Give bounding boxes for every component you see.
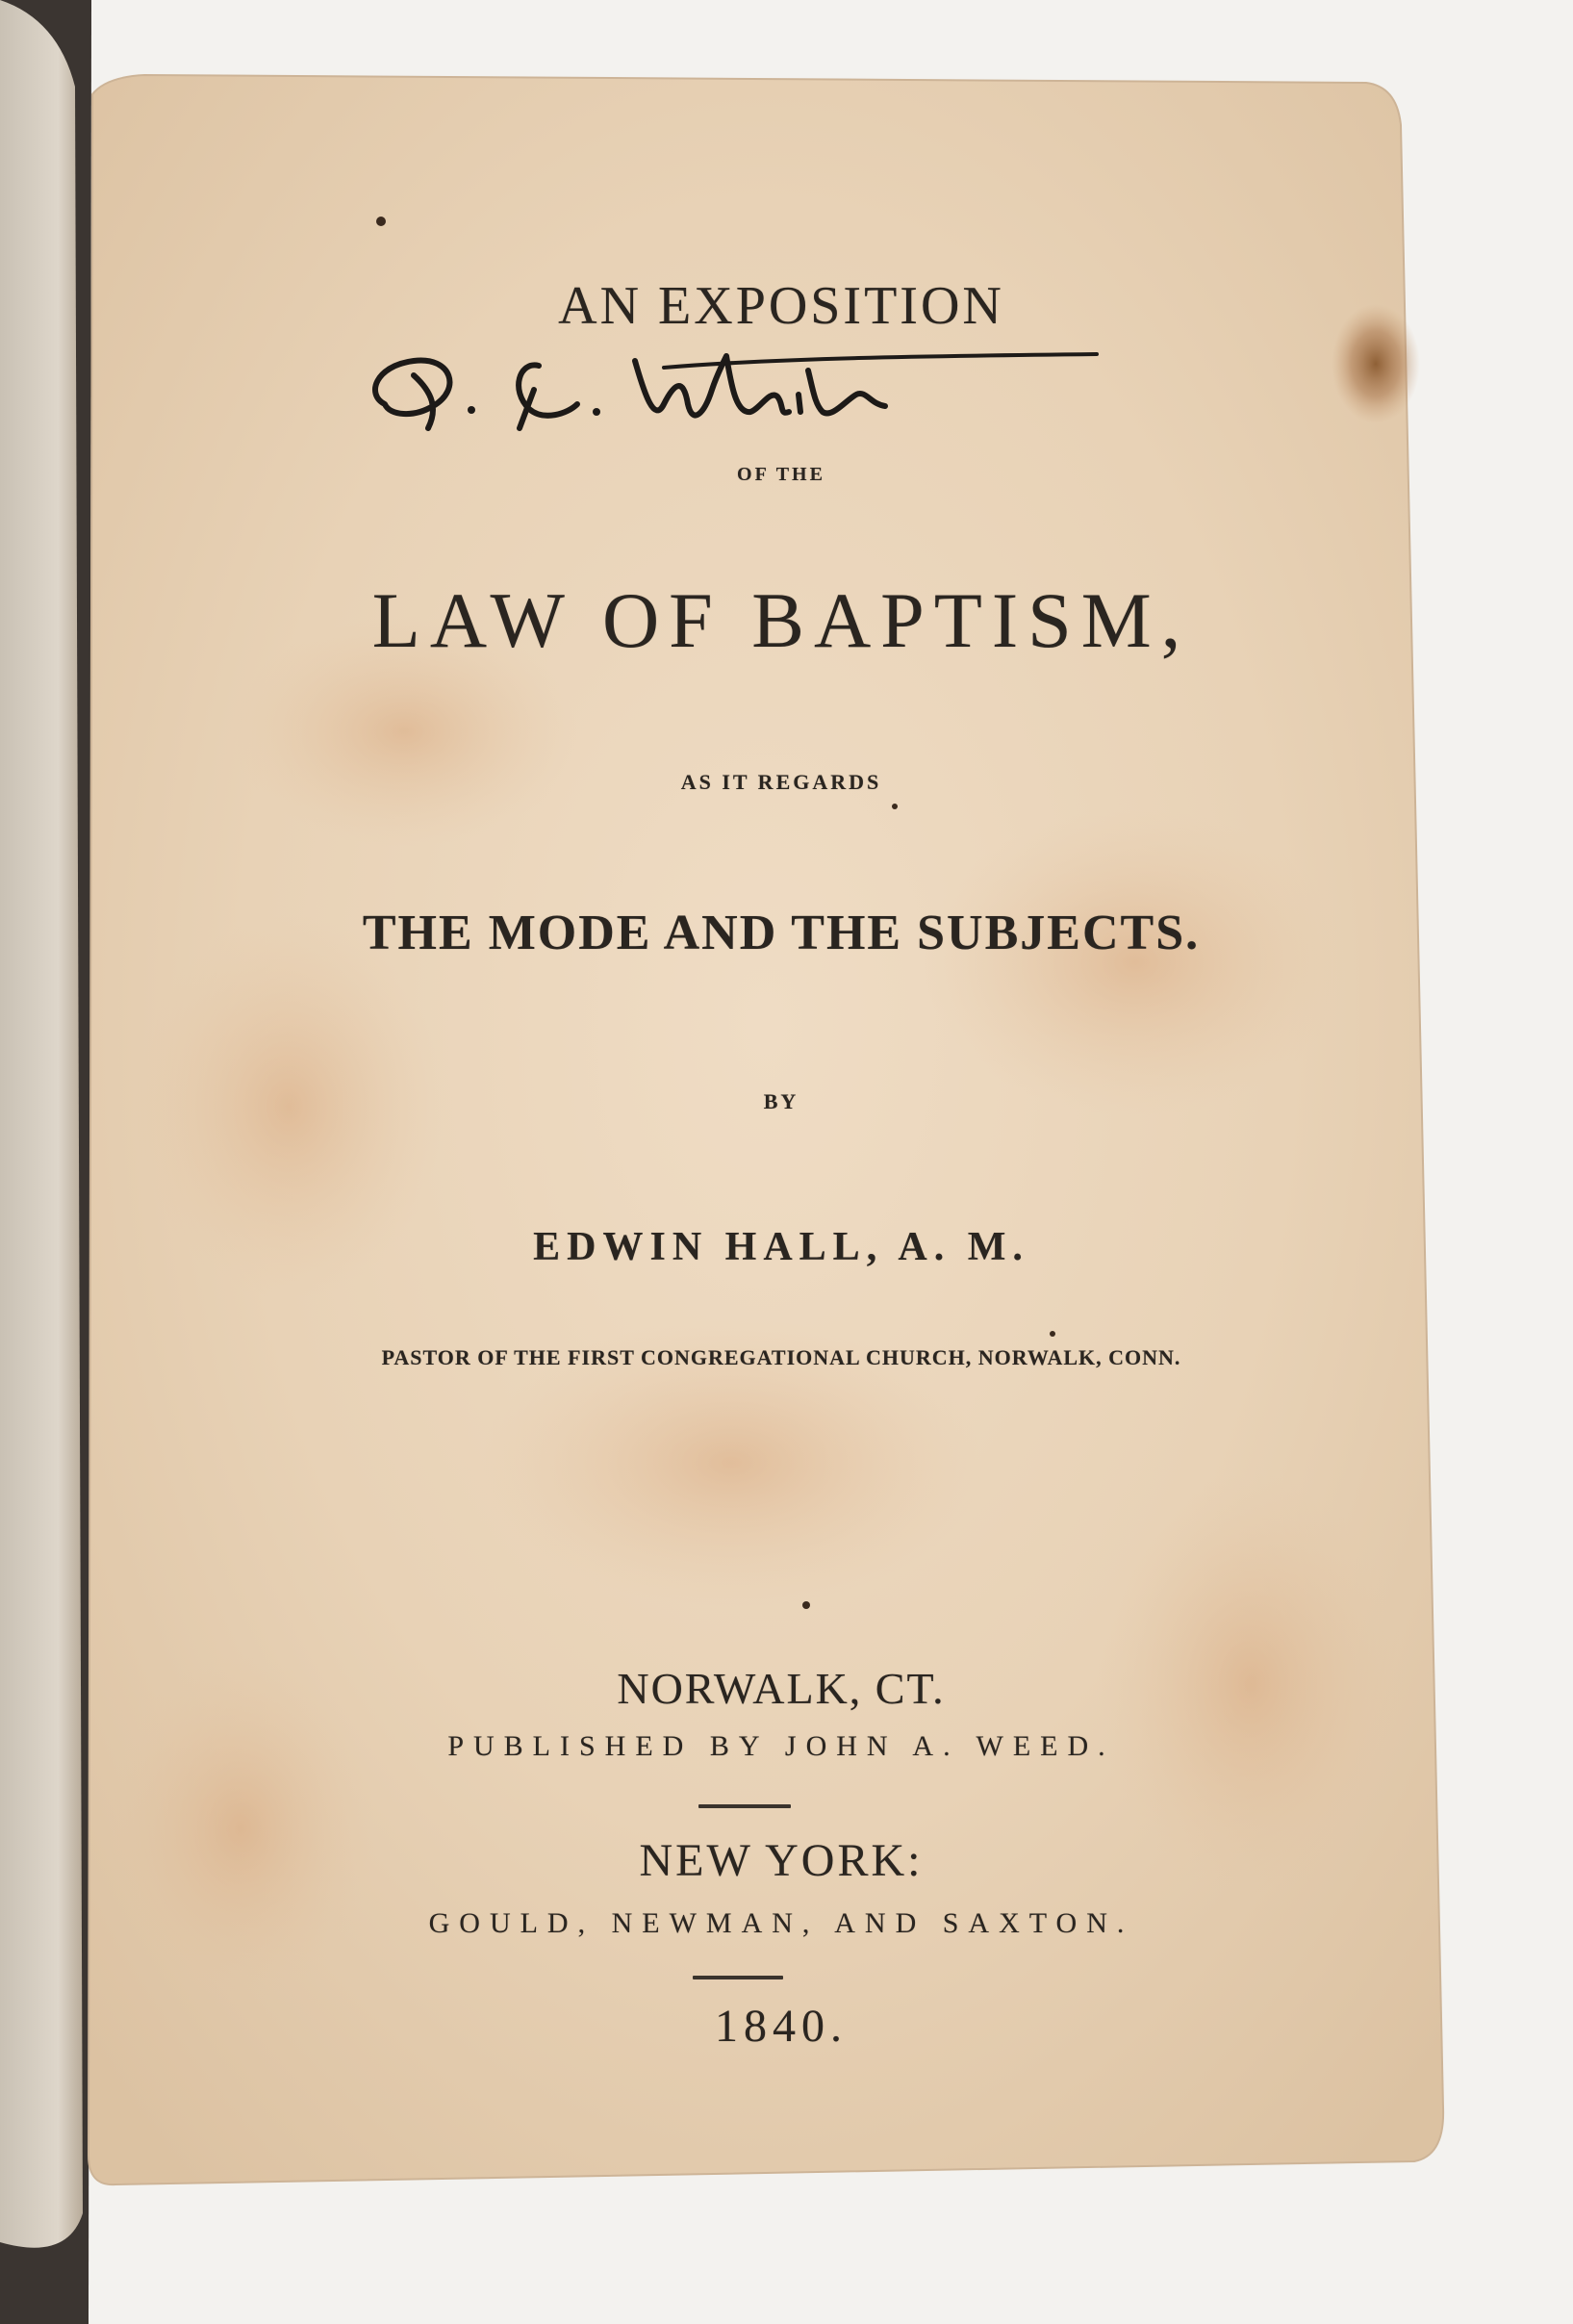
imprint-divider-1 bbox=[698, 1804, 791, 1808]
imprint-place-norwalk: NORWALK, CT. bbox=[617, 1664, 946, 1713]
title-as-it-regards: AS IT REGARDS bbox=[680, 770, 882, 794]
handwritten-signature bbox=[346, 337, 1116, 443]
title-of-the: OF THE bbox=[737, 464, 825, 485]
imprint-year: 1840. bbox=[715, 2001, 848, 2052]
author-name: EDWIN HALL, A. M. bbox=[533, 1225, 1029, 1269]
imprint-place-new-york: NEW YORK: bbox=[639, 1835, 924, 1886]
title-law-of-baptism: LAW OF BAPTISM, bbox=[371, 576, 1191, 664]
author-position: PASTOR OF THE FIRST CONGREGATIONAL CHURCH, NORWALK, CONN. bbox=[381, 1345, 1181, 1369]
title-by: BY bbox=[763, 1089, 799, 1113]
left-page bbox=[0, 0, 83, 2248]
imprint-publisher-weed: PUBLISHED BY JOHN A. WEED. bbox=[447, 1730, 1115, 1762]
title-mode-and-subjects: THE MODE AND THE SUBJECTS. bbox=[362, 906, 1201, 960]
title-an-exposition: AN EXPOSITION bbox=[558, 276, 1004, 336]
imprint-divider-2 bbox=[693, 1976, 783, 1979]
imprint-publisher-gould: GOULD, NEWMAN, AND SAXTON. bbox=[428, 1907, 1134, 1939]
